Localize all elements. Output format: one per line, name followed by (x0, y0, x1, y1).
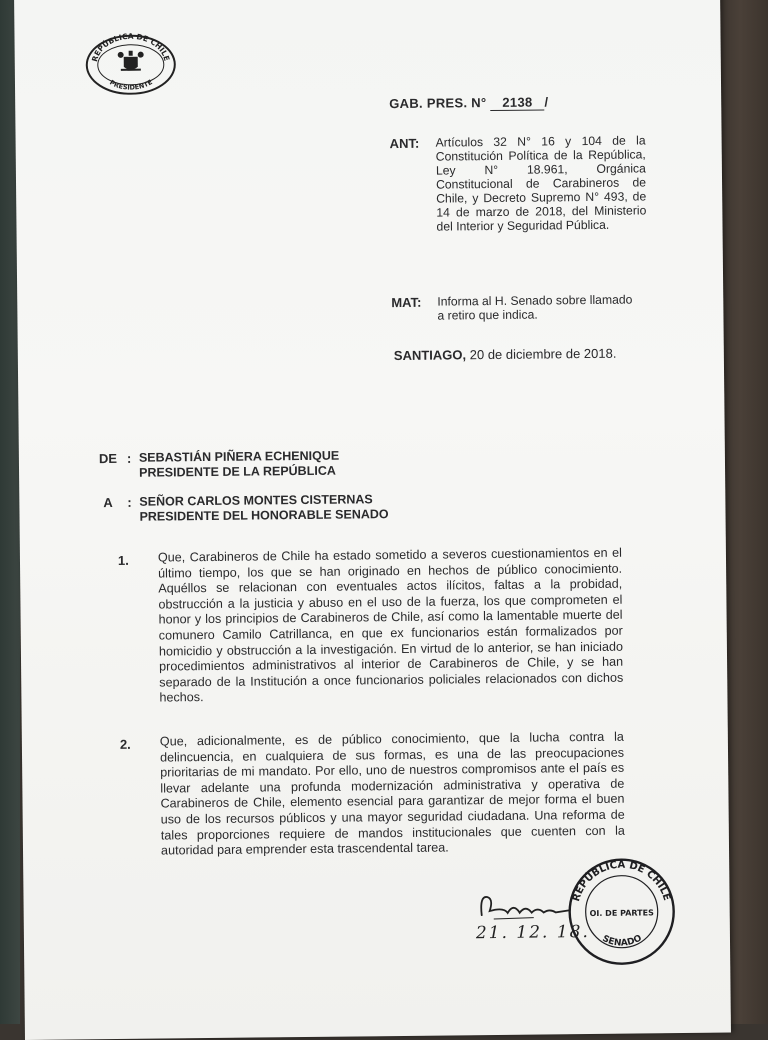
stamp-middle-text: OI. DE PARTES (589, 908, 654, 919)
paragraph-1-number: 1. (117, 552, 129, 568)
recipient-name: SEÑOR CARLOS MONTES CISTERNAS (139, 492, 373, 509)
reference-number: 2138 (490, 94, 544, 111)
paragraph-1-text: Que, Carabineros de Chile ha estado sometido a severos cuestionamientos en el último tiempo, los que se han originado en hechos de público conocimiento. Aquéllos se relacionan con eventuales actos ilícitos, faltas a la probidad, obstrucción a la justicia y abuso en el uso de la fuerza, los que comprometen el honor y los principios de Carabineros de Chile, así como la lamentable muerte del comunero Camilo Catrillanca, en que ex funcionarios están formalizados por homicidio y obstrucción a la investigación. En virtud de lo anterior, se han iniciado procedimientos administrativos al interior de Carabineros de Chile, y se han separado de la Institución a once funcionarios policiales relacionados con dichos hechos. (157, 545, 624, 705)
paragraph-2-text: Que, adicionalmente, es de público conocimiento, que la lucha contra la delincuencia, en cualquiera de sus formas, es una de las preocupaciones prioritarias de mi mandato. Por ello, uno de nuestros compromisos ante el país es llevar adelante una profunda modernización administrativa y operativa de Carabineros de Chile, elemento esencial para garantizar de mejor forma el buen uso de los recursos públicos y una mayor seguridad ciudadana. Una reforma de tales proporciones requiere de mandos institucionales que cuenten con la autoridad para emprender esta trascendental tarea. (159, 729, 625, 858)
reference-label: GAB. PRES. N° (389, 95, 487, 112)
date-city: SANTIAGO, (393, 347, 467, 364)
de-label: DE (98, 450, 118, 467)
seal-bottom-text: PRESIDENTE (108, 78, 154, 92)
recipient-title: PRESIDENTE DEL HONORABLE SENADO (139, 507, 389, 524)
paragraph-2-number: 2. (119, 736, 131, 752)
seal-top-text: REPÚBLICA DE CHILE (90, 31, 172, 63)
document-date (394, 346, 617, 363)
sender (139, 449, 340, 481)
ant-text: Artículos 32 N° 16 y 104 de la Constitución Política de la República, Ley N° 18.961, Orgánica Constitucional de Carabineros de Chile, y Decreto Supremo N° 493, de 14 de marzo de 2018, del Ministerio del Interior y Seguridad Pública. (435, 133, 647, 234)
svg-text:PRESIDENTE (108, 78, 154, 92)
document-reference (389, 94, 548, 112)
svg-text:REPÚBLICA DE CHILE (571, 859, 673, 903)
presidential-seal-icon (82, 30, 179, 95)
ant-label: ANT: (389, 135, 420, 152)
de-colon: : (126, 450, 132, 466)
stamp-top-text: REPÚBLICA DE CHILE (570, 859, 673, 903)
date-text: 20 de diciembre de 2018. (469, 345, 617, 363)
sender-name: SEBASTIÁN PIÑERA ECHENIQUE (138, 448, 340, 465)
stamp-bottom-text: SENADO (600, 933, 644, 949)
senate-stamp-icon (563, 853, 680, 966)
mat-text: Informa al H. Senado sobre llamado a retiro que indica. (437, 292, 633, 323)
a-label: A (103, 494, 113, 511)
mat-label: MAT: (391, 294, 422, 311)
a-colon: : (127, 494, 132, 510)
svg-text:SENADO (600, 933, 644, 949)
reference-suffix: / (544, 94, 549, 110)
recipient (139, 492, 388, 525)
handwritten-date: 21. 12. 18. (475, 922, 590, 944)
document-page (14, 0, 731, 1040)
coat-of-arms-icon (118, 51, 144, 71)
sender-title: PRESIDENTE DE LA REPÚBLICA (138, 463, 336, 480)
